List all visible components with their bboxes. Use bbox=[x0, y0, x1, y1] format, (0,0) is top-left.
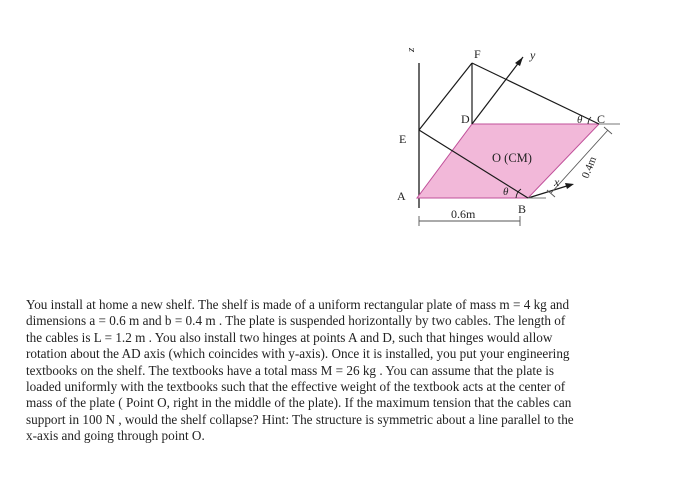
problem-line-8: support in 100 N , would the shelf collapse? Hint: The structure is symmetric about a line parallel to the bbox=[26, 411, 574, 427]
problem-line-6: loaded uniformly with the textbooks such that the effective weight of the textbook acts at the center of bbox=[26, 379, 566, 395]
label-e: E bbox=[399, 132, 407, 146]
problem-statement bbox=[26, 297, 666, 445]
problem-line-4: rotation about the AD axis (which coincides with y-axis). Once it is installed, you put your engineering bbox=[26, 346, 570, 362]
problem-line-9: x-axis and going through point O. bbox=[26, 428, 205, 444]
label-dim-a: 0.6m bbox=[451, 207, 476, 221]
x-axis-arrowhead bbox=[565, 183, 574, 189]
label-dim-b: 0.4m bbox=[579, 154, 600, 181]
label-c: C bbox=[597, 112, 606, 126]
problem-line-2: dimensions a = 0.6 m and b = 0.4 m . The plate is suspended horizontally by two cables. The length of bbox=[26, 313, 566, 329]
label-d: D bbox=[461, 112, 470, 126]
problem-line-1: You install at home a new shelf. The shelf is made of a uniform rectangular plate of mass m = 4 kg and bbox=[26, 297, 570, 312]
y-axis-arrowhead bbox=[515, 57, 523, 66]
label-b: B bbox=[518, 202, 527, 216]
label-a: A bbox=[397, 189, 406, 203]
label-y: y bbox=[530, 48, 536, 62]
label-theta-b: θ bbox=[503, 186, 509, 198]
label-z: z bbox=[405, 47, 417, 52]
problem-line-7: mass of the plate ( Point O, right in the middle of the plate). If the maximum tension that the cables can bbox=[26, 395, 572, 411]
label-theta-c: θ bbox=[577, 114, 583, 126]
problem-line-3: the cables is L = 1.2 m . You also install two hinges at points A and D, such that hinges would allow bbox=[26, 329, 553, 345]
label-o: O (CM) bbox=[492, 151, 532, 165]
label-f: F bbox=[474, 47, 481, 61]
label-x: x bbox=[554, 175, 560, 189]
problem-line-5: textbooks on the shelf. The textbooks have a total mass M = 26 kg . You can assume that the plate is bbox=[26, 362, 555, 378]
